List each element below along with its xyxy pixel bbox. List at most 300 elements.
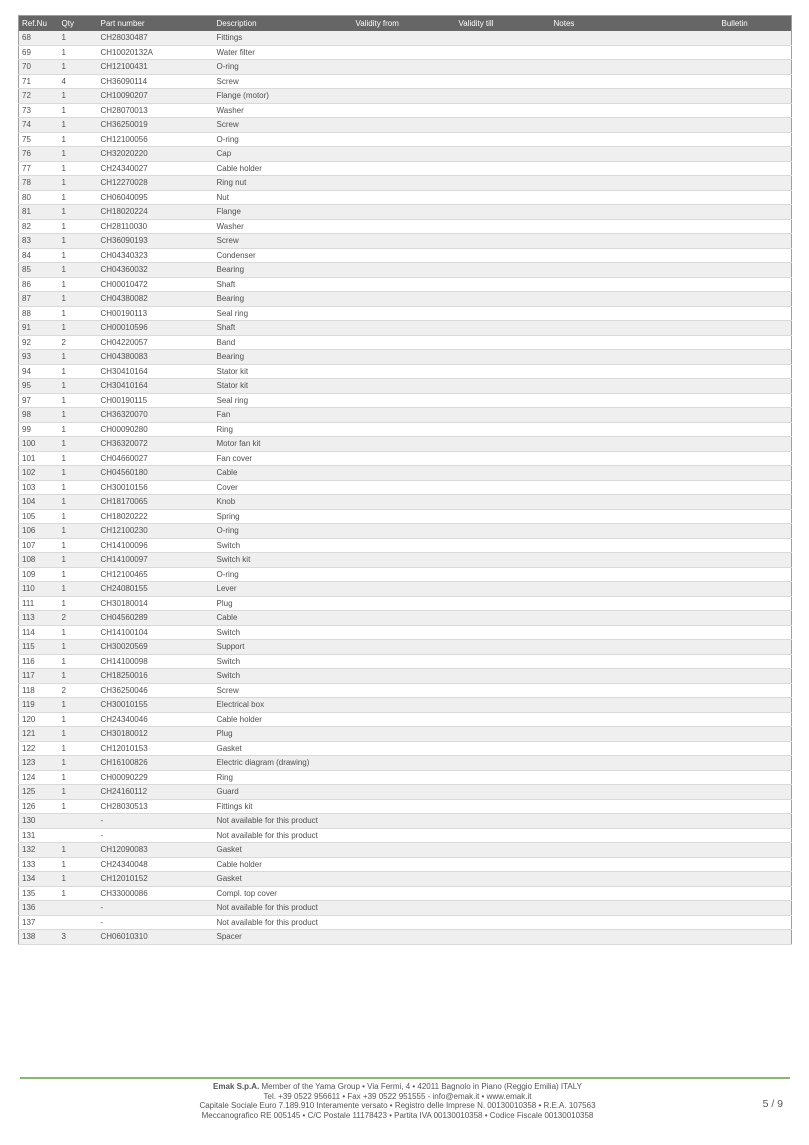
- cell-validity-till: [456, 770, 551, 785]
- cell-notes: [551, 393, 719, 408]
- cell-validity-from: [353, 451, 456, 466]
- cell-validity-from: [353, 234, 456, 249]
- cell-qty: 1: [59, 350, 98, 365]
- table-row: [19, 640, 792, 655]
- cell-ref: 87: [19, 292, 59, 307]
- cell-qty: 1: [59, 364, 98, 379]
- cell-validity-from: [353, 669, 456, 684]
- cell-bulletin: [719, 480, 792, 495]
- cell-ref: 99: [19, 422, 59, 437]
- cell-notes: [551, 161, 719, 176]
- cell-description: Plug: [214, 727, 353, 742]
- table-row: [19, 814, 792, 829]
- table-row: [19, 335, 792, 350]
- cell-validity-from: [353, 625, 456, 640]
- cell-validity-till: [456, 756, 551, 771]
- cell-notes: [551, 480, 719, 495]
- cell-notes: [551, 132, 719, 147]
- cell-bulletin: [719, 321, 792, 336]
- cell-ref: 130: [19, 814, 59, 829]
- cell-validity-till: [456, 843, 551, 858]
- cell-notes: [551, 741, 719, 756]
- cell-part-number: CH14100098: [98, 654, 214, 669]
- table-row: [19, 74, 792, 89]
- table-row: [19, 495, 792, 510]
- cell-description: Gasket: [214, 872, 353, 887]
- cell-qty: 1: [59, 321, 98, 336]
- cell-notes: [551, 640, 719, 655]
- cell-description: Not available for this product: [214, 828, 353, 843]
- cell-qty: [59, 915, 98, 930]
- cell-part-number: CH30010156: [98, 480, 214, 495]
- cell-notes: [551, 466, 719, 481]
- table-row: [19, 480, 792, 495]
- cell-notes: [551, 553, 719, 568]
- cell-bulletin: [719, 118, 792, 133]
- cell-validity-till: [456, 132, 551, 147]
- cell-validity-till: [456, 147, 551, 162]
- header-cell-validity-from: Validity from: [353, 16, 456, 31]
- cell-ref: 91: [19, 321, 59, 336]
- cell-qty: 1: [59, 248, 98, 263]
- cell-part-number: CH10020132A: [98, 45, 214, 60]
- cell-validity-from: [353, 147, 456, 162]
- cell-part-number: CH24340046: [98, 712, 214, 727]
- cell-ref: 98: [19, 408, 59, 423]
- cell-part-number: CH12090083: [98, 843, 214, 858]
- cell-ref: 68: [19, 31, 59, 46]
- header-cell-qty: Qty: [59, 16, 98, 31]
- cell-notes: [551, 306, 719, 321]
- cell-notes: [551, 654, 719, 669]
- cell-validity-from: [353, 654, 456, 669]
- table-row: [19, 190, 792, 205]
- parts-table-body: [19, 31, 792, 945]
- table-row: [19, 451, 792, 466]
- cell-part-number: -: [98, 814, 214, 829]
- cell-validity-from: [353, 364, 456, 379]
- cell-qty: 1: [59, 234, 98, 249]
- cell-part-number: CH04560180: [98, 466, 214, 481]
- table-row: [19, 364, 792, 379]
- cell-validity-from: [353, 857, 456, 872]
- cell-part-number: -: [98, 828, 214, 843]
- cell-qty: 1: [59, 727, 98, 742]
- cell-description: Flange (motor): [214, 89, 353, 104]
- table-row: [19, 712, 792, 727]
- table-row: [19, 118, 792, 133]
- cell-ref: 123: [19, 756, 59, 771]
- cell-validity-till: [456, 350, 551, 365]
- cell-part-number: -: [98, 915, 214, 930]
- cell-description: Shaft: [214, 321, 353, 336]
- cell-description: O-ring: [214, 567, 353, 582]
- cell-validity-till: [456, 799, 551, 814]
- table-row: [19, 393, 792, 408]
- cell-notes: [551, 248, 719, 263]
- cell-validity-from: [353, 335, 456, 350]
- cell-notes: [551, 219, 719, 234]
- cell-notes: [551, 277, 719, 292]
- cell-ref: 70: [19, 60, 59, 75]
- cell-notes: [551, 495, 719, 510]
- cell-qty: 1: [59, 495, 98, 510]
- cell-qty: 1: [59, 437, 98, 452]
- cell-notes: [551, 843, 719, 858]
- cell-notes: [551, 422, 719, 437]
- cell-part-number: CH30020569: [98, 640, 214, 655]
- cell-ref: 120: [19, 712, 59, 727]
- cell-validity-from: [353, 205, 456, 220]
- table-row: [19, 466, 792, 481]
- cell-notes: [551, 582, 719, 597]
- table-row: [19, 828, 792, 843]
- table-row: [19, 292, 792, 307]
- cell-qty: 1: [59, 712, 98, 727]
- cell-part-number: CH04340323: [98, 248, 214, 263]
- cell-part-number: CH18170065: [98, 495, 214, 510]
- cell-qty: 1: [59, 292, 98, 307]
- cell-validity-from: [353, 915, 456, 930]
- cell-qty: 1: [59, 582, 98, 597]
- cell-bulletin: [719, 234, 792, 249]
- cell-notes: [551, 770, 719, 785]
- cell-ref: 114: [19, 625, 59, 640]
- cell-description: Plug: [214, 596, 353, 611]
- cell-validity-till: [456, 103, 551, 118]
- cell-ref: 136: [19, 901, 59, 916]
- cell-validity-till: [456, 335, 551, 350]
- cell-ref: 83: [19, 234, 59, 249]
- cell-qty: 1: [59, 480, 98, 495]
- cell-validity-from: [353, 886, 456, 901]
- cell-validity-till: [456, 422, 551, 437]
- cell-validity-from: [353, 509, 456, 524]
- cell-validity-till: [456, 741, 551, 756]
- cell-validity-from: [353, 60, 456, 75]
- cell-part-number: CH28070013: [98, 103, 214, 118]
- cell-validity-till: [456, 683, 551, 698]
- table-row: [19, 437, 792, 452]
- table-row: [19, 509, 792, 524]
- cell-qty: 1: [59, 219, 98, 234]
- cell-validity-till: [456, 263, 551, 278]
- cell-ref: 80: [19, 190, 59, 205]
- cell-ref: 82: [19, 219, 59, 234]
- cell-notes: [551, 509, 719, 524]
- cell-description: Stator kit: [214, 379, 353, 394]
- cell-bulletin: [719, 611, 792, 626]
- cell-ref: 95: [19, 379, 59, 394]
- cell-validity-from: [353, 219, 456, 234]
- cell-validity-from: [353, 263, 456, 278]
- cell-validity-from: [353, 190, 456, 205]
- cell-part-number: CH12100056: [98, 132, 214, 147]
- cell-description: Fan: [214, 408, 353, 423]
- cell-part-number: CH04560289: [98, 611, 214, 626]
- table-row: [19, 669, 792, 684]
- cell-notes: [551, 930, 719, 945]
- cell-part-number: CH28030487: [98, 31, 214, 46]
- cell-description: Cable holder: [214, 712, 353, 727]
- cell-validity-till: [456, 161, 551, 176]
- cell-bulletin: [719, 930, 792, 945]
- cell-ref: 102: [19, 466, 59, 481]
- cell-ref: 122: [19, 741, 59, 756]
- cell-part-number: CH00190113: [98, 306, 214, 321]
- cell-validity-till: [456, 625, 551, 640]
- cell-bulletin: [719, 31, 792, 46]
- cell-bulletin: [719, 799, 792, 814]
- cell-part-number: -: [98, 901, 214, 916]
- cell-qty: 1: [59, 176, 98, 191]
- page-number: 5 / 9: [762, 1098, 783, 1110]
- cell-description: Nut: [214, 190, 353, 205]
- cell-bulletin: [719, 350, 792, 365]
- cell-notes: [551, 335, 719, 350]
- cell-notes: [551, 683, 719, 698]
- cell-ref: 106: [19, 524, 59, 539]
- cell-qty: 1: [59, 669, 98, 684]
- cell-description: Not available for this product: [214, 915, 353, 930]
- cell-bulletin: [719, 857, 792, 872]
- table-row: [19, 886, 792, 901]
- cell-ref: 125: [19, 785, 59, 800]
- cell-description: Switch: [214, 654, 353, 669]
- cell-bulletin: [719, 190, 792, 205]
- cell-validity-from: [353, 785, 456, 800]
- cell-bulletin: [719, 596, 792, 611]
- footer-line-1: [0, 1082, 795, 1092]
- header-cell-part-number: Part number: [98, 16, 214, 31]
- cell-bulletin: [719, 277, 792, 292]
- cell-description: O-ring: [214, 60, 353, 75]
- cell-notes: [551, 915, 719, 930]
- table-row: [19, 263, 792, 278]
- cell-part-number: CH12100465: [98, 567, 214, 582]
- cell-description: Switch kit: [214, 553, 353, 568]
- cell-ref: 108: [19, 553, 59, 568]
- cell-part-number: CH24340027: [98, 161, 214, 176]
- cell-part-number: CH12010153: [98, 741, 214, 756]
- cell-bulletin: [719, 553, 792, 568]
- cell-qty: 1: [59, 756, 98, 771]
- cell-bulletin: [719, 828, 792, 843]
- table-row: [19, 89, 792, 104]
- cell-ref: 86: [19, 277, 59, 292]
- cell-bulletin: [719, 45, 792, 60]
- cell-qty: 1: [59, 640, 98, 655]
- cell-validity-from: [353, 814, 456, 829]
- cell-part-number: CH12100230: [98, 524, 214, 539]
- cell-part-number: CH24340048: [98, 857, 214, 872]
- cell-part-number: CH36250046: [98, 683, 214, 698]
- cell-validity-till: [456, 89, 551, 104]
- cell-validity-from: [353, 901, 456, 916]
- cell-qty: 1: [59, 190, 98, 205]
- cell-bulletin: [719, 582, 792, 597]
- cell-description: Ring: [214, 770, 353, 785]
- cell-notes: [551, 814, 719, 829]
- cell-description: Gasket: [214, 843, 353, 858]
- cell-validity-from: [353, 611, 456, 626]
- cell-validity-till: [456, 538, 551, 553]
- cell-validity-from: [353, 393, 456, 408]
- cell-description: Compl. top cover: [214, 886, 353, 901]
- cell-ref: 84: [19, 248, 59, 263]
- table-row: [19, 596, 792, 611]
- cell-ref: 111: [19, 596, 59, 611]
- cell-bulletin: [719, 683, 792, 698]
- cell-validity-from: [353, 350, 456, 365]
- cell-ref: 132: [19, 843, 59, 858]
- cell-validity-till: [456, 118, 551, 133]
- cell-ref: 118: [19, 683, 59, 698]
- cell-part-number: CH12270028: [98, 176, 214, 191]
- cell-bulletin: [719, 567, 792, 582]
- table-row: [19, 683, 792, 698]
- cell-validity-from: [353, 466, 456, 481]
- cell-ref: 72: [19, 89, 59, 104]
- table-row: [19, 930, 792, 945]
- cell-ref: 126: [19, 799, 59, 814]
- cell-validity-from: [353, 756, 456, 771]
- cell-validity-from: [353, 495, 456, 510]
- cell-part-number: CH14100096: [98, 538, 214, 553]
- cell-part-number: CH33000086: [98, 886, 214, 901]
- cell-description: Cable holder: [214, 161, 353, 176]
- cell-part-number: CH00010596: [98, 321, 214, 336]
- cell-description: Knob: [214, 495, 353, 510]
- table-row: [19, 625, 792, 640]
- cell-validity-till: [456, 669, 551, 684]
- cell-part-number: CH36090114: [98, 74, 214, 89]
- cell-ref: 104: [19, 495, 59, 510]
- table-row: [19, 31, 792, 46]
- cell-ref: 121: [19, 727, 59, 742]
- cell-description: Washer: [214, 103, 353, 118]
- cell-ref: 75: [19, 132, 59, 147]
- cell-qty: 1: [59, 654, 98, 669]
- cell-notes: [551, 74, 719, 89]
- cell-ref: 115: [19, 640, 59, 655]
- cell-validity-from: [353, 31, 456, 46]
- cell-bulletin: [719, 625, 792, 640]
- cell-description: Stator kit: [214, 364, 353, 379]
- cell-validity-till: [456, 74, 551, 89]
- cell-validity-from: [353, 408, 456, 423]
- cell-description: Band: [214, 335, 353, 350]
- table-row: [19, 524, 792, 539]
- cell-qty: 1: [59, 567, 98, 582]
- cell-bulletin: [719, 60, 792, 75]
- cell-validity-till: [456, 306, 551, 321]
- cell-description: Switch: [214, 625, 353, 640]
- cell-bulletin: [719, 74, 792, 89]
- table-row: [19, 234, 792, 249]
- cell-part-number: CH36250019: [98, 118, 214, 133]
- cell-validity-from: [353, 582, 456, 597]
- cell-description: Ring: [214, 422, 353, 437]
- cell-validity-till: [456, 857, 551, 872]
- cell-validity-from: [353, 103, 456, 118]
- cell-validity-till: [456, 480, 551, 495]
- cell-validity-from: [353, 74, 456, 89]
- table-row: [19, 857, 792, 872]
- cell-description: O-ring: [214, 524, 353, 539]
- cell-ref: 94: [19, 364, 59, 379]
- cell-validity-till: [456, 654, 551, 669]
- cell-qty: 3: [59, 930, 98, 945]
- cell-qty: 2: [59, 335, 98, 350]
- cell-part-number: CH00090280: [98, 422, 214, 437]
- cell-part-number: CH30180012: [98, 727, 214, 742]
- cell-notes: [551, 567, 719, 582]
- cell-validity-till: [456, 727, 551, 742]
- cell-validity-till: [456, 219, 551, 234]
- cell-validity-from: [353, 89, 456, 104]
- cell-validity-from: [353, 828, 456, 843]
- cell-validity-from: [353, 524, 456, 539]
- cell-notes: [551, 321, 719, 336]
- cell-notes: [551, 176, 719, 191]
- cell-description: Fan cover: [214, 451, 353, 466]
- cell-description: Cable: [214, 466, 353, 481]
- cell-validity-till: [456, 785, 551, 800]
- cell-validity-till: [456, 553, 551, 568]
- table-row: [19, 538, 792, 553]
- cell-bulletin: [719, 451, 792, 466]
- table-header-row: [19, 16, 792, 31]
- cell-validity-from: [353, 321, 456, 336]
- cell-notes: [551, 292, 719, 307]
- cell-ref: 134: [19, 872, 59, 887]
- cell-part-number: CH12100431: [98, 60, 214, 75]
- cell-notes: [551, 799, 719, 814]
- cell-bulletin: [719, 103, 792, 118]
- table-row: [19, 248, 792, 263]
- cell-bulletin: [719, 872, 792, 887]
- cell-validity-till: [456, 393, 551, 408]
- cell-qty: 1: [59, 524, 98, 539]
- table-row: [19, 219, 792, 234]
- cell-ref: 116: [19, 654, 59, 669]
- cell-description: Electric diagram (drawing): [214, 756, 353, 771]
- cell-part-number: CH04220057: [98, 335, 214, 350]
- cell-qty: 1: [59, 306, 98, 321]
- cell-description: Screw: [214, 74, 353, 89]
- cell-qty: 1: [59, 408, 98, 423]
- cell-bulletin: [719, 335, 792, 350]
- cell-notes: [551, 364, 719, 379]
- cell-bulletin: [719, 756, 792, 771]
- cell-part-number: CH14100104: [98, 625, 214, 640]
- table-row: [19, 770, 792, 785]
- cell-validity-from: [353, 118, 456, 133]
- table-row: [19, 422, 792, 437]
- cell-bulletin: [719, 698, 792, 713]
- cell-bulletin: [719, 640, 792, 655]
- cell-description: Cable holder: [214, 857, 353, 872]
- table-row: [19, 553, 792, 568]
- cell-description: Water filter: [214, 45, 353, 60]
- cell-ref: 103: [19, 480, 59, 495]
- cell-part-number: CH14100097: [98, 553, 214, 568]
- cell-description: Bearing: [214, 263, 353, 278]
- cell-validity-till: [456, 321, 551, 336]
- cell-validity-till: [456, 828, 551, 843]
- table-row: [19, 567, 792, 582]
